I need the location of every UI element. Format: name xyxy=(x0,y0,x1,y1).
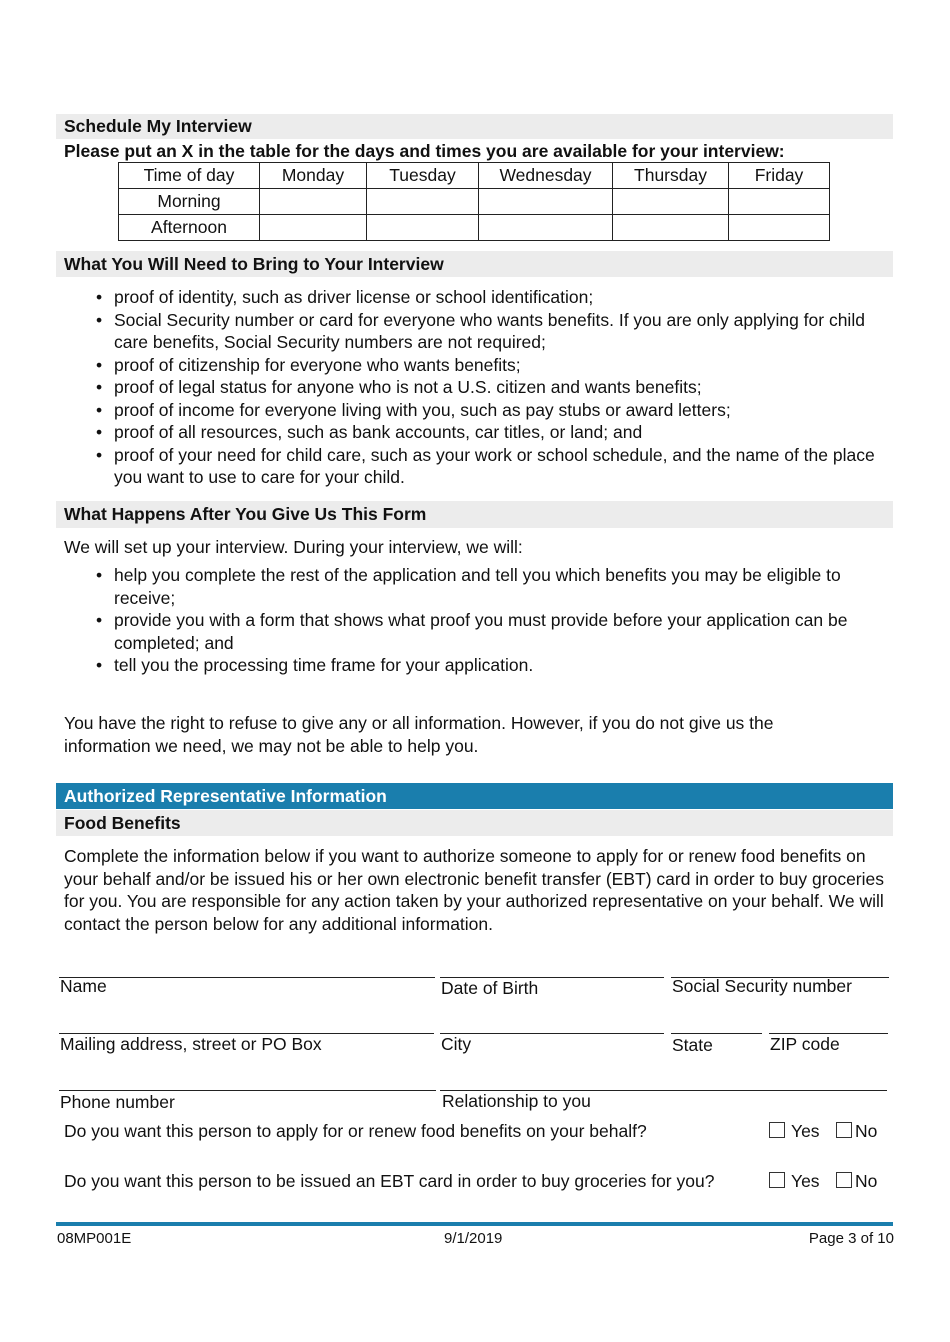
schedule-table xyxy=(118,162,830,241)
question-renew-benefits: Do you want this person to apply for or renew food benefits on your behalf? xyxy=(64,1121,647,1141)
cell-afternoon-tuesday[interactable] xyxy=(367,215,479,241)
row-label-morning: Morning xyxy=(119,189,260,215)
q1-no-label: No xyxy=(855,1121,878,1141)
name-label: Name xyxy=(60,976,107,996)
cell-morning-friday[interactable] xyxy=(729,189,830,215)
cell-morning-thursday[interactable] xyxy=(613,189,729,215)
footer-form-id: 08MP001E xyxy=(57,1230,132,1247)
dob-label: Date of Birth xyxy=(441,978,539,998)
after-intro: We will set up your interview. During your interview, we will: xyxy=(64,537,523,557)
q2-yes-checkbox[interactable] xyxy=(769,1172,785,1188)
cell-afternoon-thursday[interactable] xyxy=(613,215,729,241)
bring-heading: What You Will Need to Bring to Your Interview xyxy=(56,251,893,277)
rights-notice: You have the right to refuse to give any or all information. However, if you do not give us the information we need, we may not be able to help you. xyxy=(64,713,774,756)
question-ebt-card: Do you want this person to be issued an EBT card in order to buy groceries for you? xyxy=(64,1171,715,1191)
schedule-heading: Schedule My Interview xyxy=(56,114,893,139)
q1-no-option[interactable] xyxy=(836,1121,877,1142)
row-label-afternoon: Afternoon xyxy=(119,215,260,241)
header-time-of-day: Time of day xyxy=(119,163,260,189)
header-monday: Monday xyxy=(260,163,367,189)
table-row xyxy=(119,215,830,241)
after-heading: What Happens After You Give Us This Form xyxy=(56,501,893,528)
relationship-label: Relationship to you xyxy=(442,1091,591,1111)
cell-afternoon-monday[interactable] xyxy=(260,215,367,241)
name-field[interactable] xyxy=(59,977,435,978)
ssn-label: Social Security number xyxy=(672,976,852,996)
schedule-instruction: Please put an X in the table for the days and times you are available for your interview: xyxy=(64,141,785,161)
list-item: • proof of all resources, such as bank accounts, car titles, or land; and xyxy=(94,421,894,444)
list-item: • help you complete the rest of the application and tell you which benefits you may be eligible to receive; xyxy=(94,564,894,609)
authorized-heading: Authorized Representative Information xyxy=(56,783,893,809)
footer-page-number: Page 3 of 10 xyxy=(808,1230,894,1247)
table-row xyxy=(119,189,830,215)
cell-afternoon-friday[interactable] xyxy=(729,215,830,241)
city-field[interactable] xyxy=(440,1033,664,1034)
list-item: • proof of income for everyone living with you, such as pay stubs or award letters; xyxy=(94,399,894,422)
cell-morning-wednesday[interactable] xyxy=(479,189,613,215)
mailing-address-label: Mailing address, street or PO Box xyxy=(60,1034,322,1054)
state-label: State xyxy=(672,1035,713,1055)
q2-yes-label: Yes xyxy=(791,1171,820,1191)
list-item: • proof of legal status for anyone who is not a U.S. citizen and wants benefits; xyxy=(94,376,894,399)
q1-yes-option[interactable] xyxy=(769,1121,820,1142)
authorized-description: Complete the information below if you want to authorize someone to apply for or renew food benefits on your behalf and/or be issued his or her own electronic benefit transfer (EBT) card in order to buy groceries for you. You are responsible for any action taken by your authorized representative on your behalf. We will contact the person below for any additional information. xyxy=(64,846,884,934)
after-list xyxy=(94,564,894,677)
list-item: • tell you the processing time frame for your application. xyxy=(94,654,894,677)
bring-list xyxy=(94,286,894,489)
list-item: • Social Security number or card for everyone who wants benefits. If you are only applying for child care benefits, Social Security numbers are not required; xyxy=(94,309,894,354)
q2-yes-option[interactable] xyxy=(769,1171,820,1192)
q1-yes-label: Yes xyxy=(791,1121,820,1141)
list-item: • proof of your need for child care, such as your work or school schedule, and the name of the place you want to use to care for your child. xyxy=(94,444,894,489)
phone-label: Phone number xyxy=(60,1092,175,1112)
footer-date: 9/1/2019 xyxy=(444,1230,503,1247)
header-tuesday: Tuesday xyxy=(367,163,479,189)
food-benefits-heading: Food Benefits xyxy=(56,810,893,836)
city-label: City xyxy=(441,1034,472,1054)
cell-morning-tuesday[interactable] xyxy=(367,189,479,215)
cell-morning-monday[interactable] xyxy=(260,189,367,215)
q1-yes-checkbox[interactable] xyxy=(769,1122,785,1138)
header-friday: Friday xyxy=(729,163,830,189)
list-item: • proof of identity, such as driver license or school identification; xyxy=(94,286,894,309)
q1-no-checkbox[interactable] xyxy=(836,1122,852,1138)
q2-no-checkbox[interactable] xyxy=(836,1172,852,1188)
table-header-row xyxy=(119,163,830,189)
state-field[interactable] xyxy=(671,1033,762,1034)
q2-no-label: No xyxy=(855,1171,878,1191)
list-item: • provide you with a form that shows what proof you must provide before your application can be completed; and xyxy=(94,609,894,654)
phone-field[interactable] xyxy=(59,1090,436,1091)
header-wednesday: Wednesday xyxy=(479,163,613,189)
cell-afternoon-wednesday[interactable] xyxy=(479,215,613,241)
zip-label: ZIP code xyxy=(770,1034,840,1054)
footer-divider xyxy=(56,1222,893,1226)
header-thursday: Thursday xyxy=(613,163,729,189)
q2-no-option[interactable] xyxy=(836,1171,877,1192)
list-item: • proof of citizenship for everyone who wants benefits; xyxy=(94,354,894,377)
